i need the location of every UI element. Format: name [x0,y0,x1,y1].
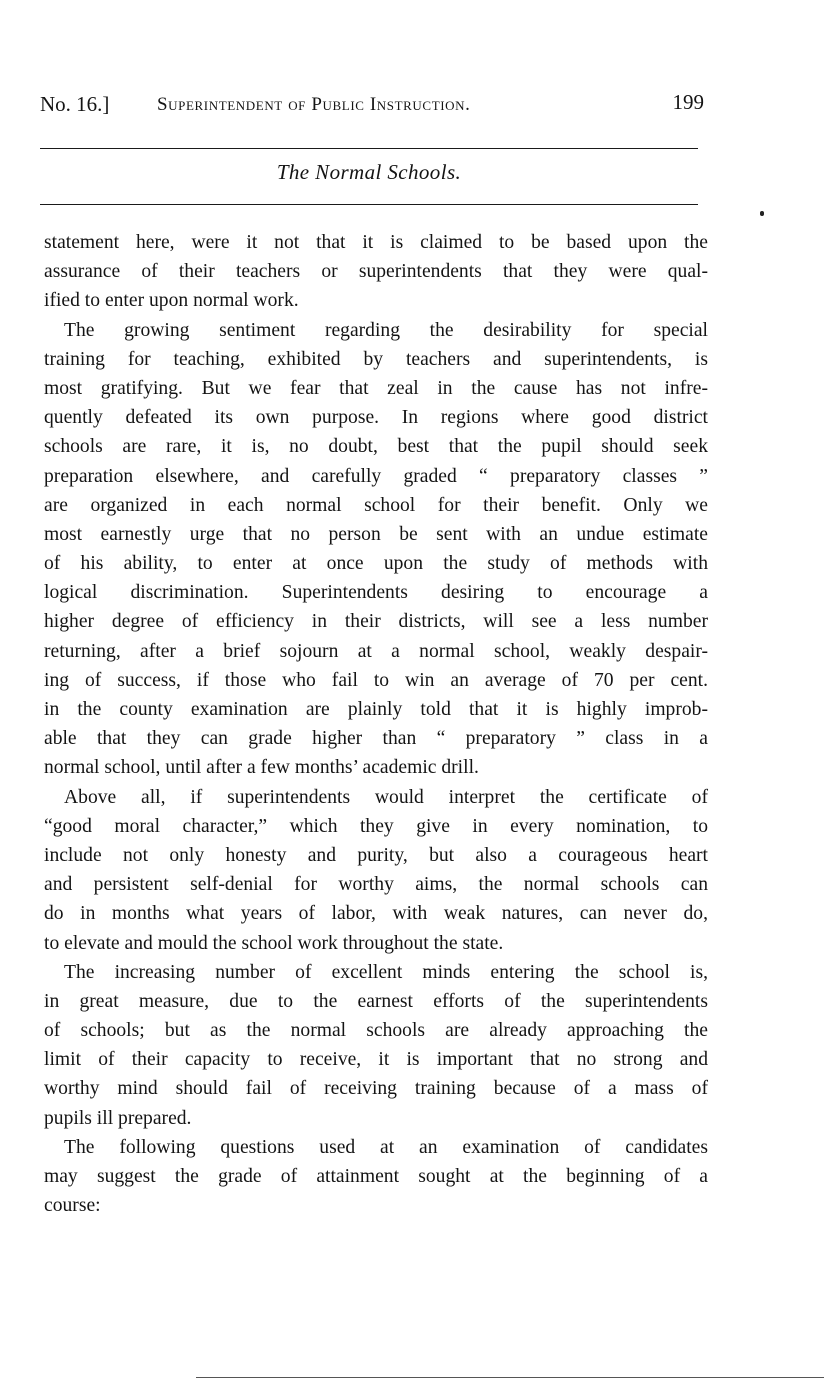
text-line: normal school, until after a few months’ academic drill. [44,757,479,779]
text-line: The following questions used at an examination of candidates [64,1136,708,1158]
text-line: The growing sentiment regarding the desirability for special [64,319,708,341]
text-line: quently defeated its own purpose. In regions where good district [44,407,708,429]
page-number: 199 [672,90,704,114]
text-line: ified to enter upon normal work. [44,290,299,312]
text-line: The increasing number of excellent minds entering the school is, [64,961,708,983]
text-line: Above all, if superintendents would interpret the certificate of [64,786,708,808]
text-line: course: [44,1195,101,1217]
text-line: training for teaching, exhibited by teachers and superintendents, is [44,348,708,370]
text-line: in great measure, due to the earnest efforts of the superintendents [44,990,708,1012]
paragraph [44,1133,708,1221]
text-line: logical discrimination. Superintendents desiring to encourage a [44,582,708,604]
text-line: do in months what years of labor, with weak natures, can never do, [44,903,708,925]
section-title: The Normal Schools. [276,160,462,184]
text-line: most earnestly urge that no person be sent with an undue estimate [44,523,708,545]
paragraph [44,958,708,1133]
text-line: of his ability, to enter at once upon the study of methods with [44,553,708,575]
text-line: higher degree of efficiency in their districts, will see a less number [44,611,708,633]
text-line: may suggest the grade of attainment sought at the beginning of a [44,1166,708,1187]
text-line: in the county examination are plainly told that it is highly improb- [44,699,708,720]
running-head [40,88,704,122]
header-rule-bottom [40,204,698,205]
running-title: Superintendent of Public Instruction. [157,94,471,115]
text-line: able that they can grade higher than “ preparatory ” class in a [44,728,708,750]
text-line: returning, after a brief sojourn at a normal school, weakly despair- [44,640,708,662]
text-line: ing of success, if those who fail to win an average of 70 per cent. [44,669,708,691]
text-line: pupils ill prepared. [44,1107,192,1129]
ink-speck [760,211,764,216]
text-line: are organized in each normal school for their benefit. Only we [44,494,708,516]
text-line: include not only honesty and purity, but also a courageous heart [44,844,708,866]
text-line: schools are rare, it is, no doubt, best that the pupil should seek [44,436,708,458]
text-line: preparation elsewhere, and carefully graded “ preparatory classes ” [44,465,708,487]
header-rule-top [40,148,698,149]
text-line: to elevate and mould the school work throughout the state. [44,932,504,954]
paragraph [44,228,708,316]
body-text [44,228,708,1220]
footer-rule [196,1377,824,1378]
text-line: of schools; but as the normal schools are already approaching the [44,1020,708,1042]
text-line: and persistent self-denial for worthy aims, the normal schools can [44,874,708,896]
paragraph [44,316,708,783]
text-line: limit of their capacity to receive, it is important that no strong and [44,1049,708,1071]
paragraph [44,783,708,958]
text-line: worthy mind should fail of receiving training because of a mass of [44,1078,708,1100]
text-line: “good moral character,” which they give in every nomination, to [44,815,708,837]
text-line: assurance of their teachers or superintendents that they were qual- [44,261,708,283]
document-number: No. 16.] [40,92,110,116]
text-line: most gratifying. But we fear that zeal in the cause has not infre- [44,377,708,399]
text-line: statement here, were it not that it is claimed to be based upon the [44,232,708,253]
